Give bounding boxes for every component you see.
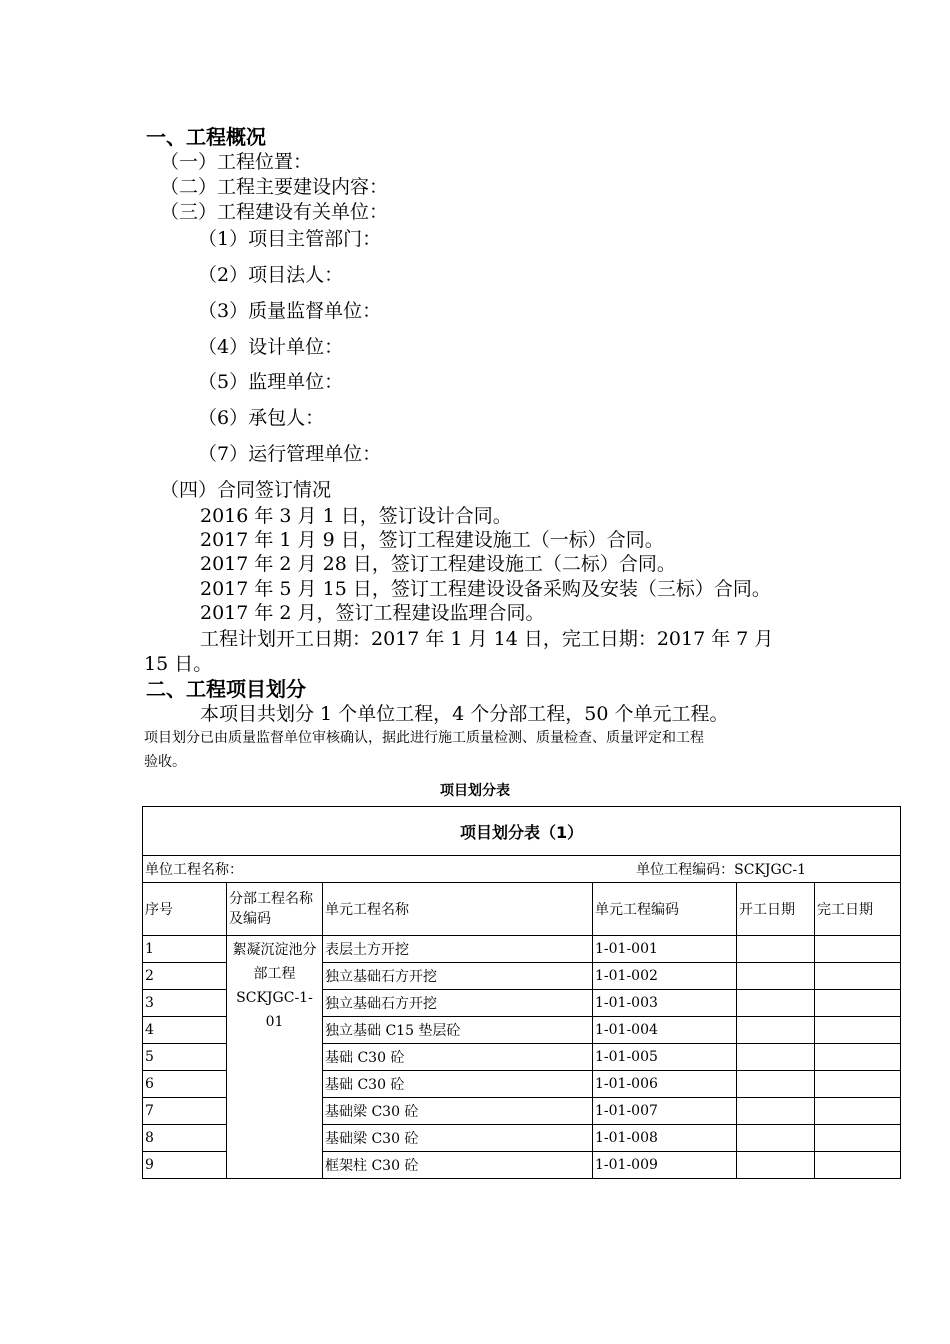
contract-item: 2016 年 3 月 1 日，签订设计合同。 [200,505,512,527]
row-unit-name: 独立基础 C15 垫层砼 [323,1017,593,1044]
unit-item: （2）项目法人： [198,264,344,286]
row-start-date [737,963,815,990]
unit-item: （7）运行管理单位： [198,443,382,465]
part-name: 絮凝沉淀池分部工程 [232,942,317,982]
units-line: （三）工程建设有关单位： [160,201,389,223]
row-start-date [737,990,815,1017]
row-unit-name: 框架柱 C30 砼 [323,1152,593,1179]
row-start-date [737,1152,815,1179]
row-end-date [815,1017,901,1044]
row-seq: 1 [143,936,227,963]
division-summary: 本项目共划分 1 个单位工程，4 个分部工程，50 个单元工程。 [200,703,729,725]
row-seq: 9 [143,1152,227,1179]
contract-heading: （四）合同签订情况 [160,479,332,501]
division-table [142,806,901,1179]
row-end-date [815,1044,901,1071]
row-seq: 2 [143,963,227,990]
row-end-date [815,1152,901,1179]
row-unit-code: 1-01-003 [593,990,737,1017]
row-start-date [737,936,815,963]
unit-code-label: 单位工程编码：SCKJGC-1 [636,862,807,878]
contract-item: 2017 年 2 月，签订工程建设监理合同。 [200,602,545,624]
row-unit-name: 独立基础石方开挖 [323,963,593,990]
content-line: （二）工程主要建设内容： [160,176,389,198]
row-unit-name: 基础梁 C30 砼 [323,1125,593,1152]
table-header-row [143,883,901,936]
section1-heading: 一、工程概况 [146,125,266,149]
row-unit-name: 基础 C30 砼 [323,1044,593,1071]
row-unit-code: 1-01-001 [593,936,737,963]
unit-item: （1）项目主管部门： [198,228,382,250]
section2-heading: 二、工程项目划分 [146,677,306,701]
row-unit-code: 1-01-004 [593,1017,737,1044]
row-unit-code: 1-01-006 [593,1071,737,1098]
row-start-date [737,1098,815,1125]
row-unit-name: 独立基础石方开挖 [323,990,593,1017]
row-start-date [737,1125,815,1152]
row-seq: 3 [143,990,227,1017]
row-end-date [815,1098,901,1125]
unit-item: （3）质量监督单位： [198,300,382,322]
row-end-date [815,963,901,990]
location-line: （一）工程位置： [160,151,313,173]
header-unit-name: 单元工程名称 [323,883,593,936]
contract-item: 2017 年 5 月 15 日，签订工程建设设备采购及安装（三标）合同。 [200,578,771,600]
schedule-line: 工程计划开工日期：2017 年 1 月 14 日，完工日期：2017 年 7 月 [200,628,774,650]
row-unit-code: 1-01-007 [593,1098,737,1125]
row-end-date [815,1125,901,1152]
row-unit-name: 基础梁 C30 砼 [323,1098,593,1125]
table-title: 项目划分表（1） [143,807,901,856]
row-seq: 4 [143,1017,227,1044]
row-seq: 8 [143,1125,227,1152]
unit-item: （6）承包人： [198,407,325,429]
row-end-date [815,990,901,1017]
unit-item: （4）设计单位： [198,336,344,358]
row-unit-code: 1-01-005 [593,1044,737,1071]
row-unit-name: 表层土方开挖 [323,936,593,963]
header-part: 分部工程名称及编码 [227,883,323,936]
header-unit-code: 单元工程编码 [593,883,737,936]
unit-item: （5）监理单位： [198,371,344,393]
part-code: SCKJGC-1-01 [236,990,313,1030]
row-seq: 5 [143,1044,227,1071]
row-unit-code: 1-01-002 [593,963,737,990]
row-start-date [737,1017,815,1044]
division-note: 项目划分已由质量监督单位审核确认，据此进行施工质量检测、质量检查、质量评定和工程 [144,730,704,746]
table-info-row [143,856,901,883]
table-caption: 项目划分表 [440,783,510,799]
row-unit-code: 1-01-009 [593,1152,737,1179]
schedule-line-end: 15 日。 [144,653,213,675]
row-seq: 6 [143,1071,227,1098]
table-title-row [143,807,901,856]
contract-item: 2017 年 1 月 9 日，签订工程建设施工（一标）合同。 [200,529,664,551]
row-seq: 7 [143,1098,227,1125]
part-cell [227,936,323,1179]
header-seq: 序号 [143,883,227,936]
header-start-date: 开工日期 [737,883,815,936]
row-start-date [737,1071,815,1098]
row-unit-code: 1-01-008 [593,1125,737,1152]
header-end-date: 完工日期 [815,883,901,936]
row-end-date [815,1071,901,1098]
unit-name-label: 单位工程名称： [145,862,243,878]
contract-item: 2017 年 2 月 28 日，签订工程建设施工（二标）合同。 [200,553,676,575]
row-unit-name: 基础 C30 砼 [323,1071,593,1098]
table-row [143,936,901,963]
division-note-end: 验收。 [144,754,186,770]
row-end-date [815,936,901,963]
row-start-date [737,1044,815,1071]
